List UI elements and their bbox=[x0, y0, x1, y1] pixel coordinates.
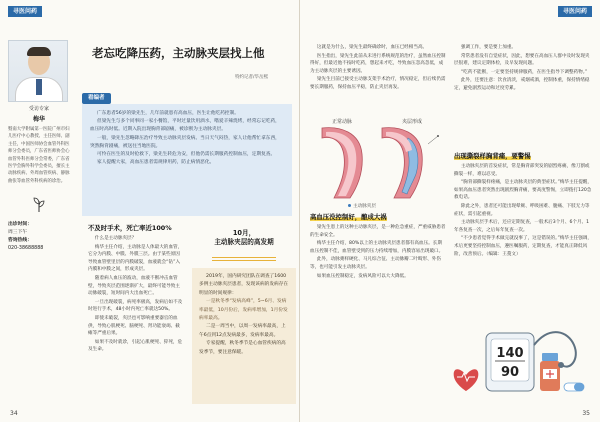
article-title: 老忘吃降压药，主动脉夹层找上他 bbox=[92, 46, 265, 60]
intro-paragraph: 但梁先生与多个同事同一家小餐馆，平时过量饮用酒水，嗜爱辛辣烧烤，经常忘记吃药，血压时高时低。近期入院出现胸背部剧痛，被诊断为主动脉夹层。 bbox=[90, 119, 280, 133]
clinic-label: 出诊时间： bbox=[8, 222, 32, 228]
plant-icon bbox=[31, 195, 47, 213]
body-paragraph: 即使未破裂，夹层也可影响重要器官的血供，导致心肌梗死、脑梗死、肾功能衰竭、截瘫等严重后果。 bbox=[88, 315, 180, 337]
bp-monitor bbox=[486, 333, 534, 391]
body-paragraph: “吃药不能断，一定要坚持规律服药，在医生指导下调整药物。” bbox=[460, 69, 588, 75]
right-page bbox=[300, 0, 600, 422]
editor-label: 看编者 bbox=[82, 93, 111, 104]
body-paragraph: 主动脉夹层手术后，还应定期复查，一般术后3个月、6个月、1年各复查一次，之后每年复查一次。 bbox=[454, 220, 590, 233]
sidebar-box bbox=[192, 268, 296, 404]
body-paragraph: 医生指出，梁先生此前从未进行系统规范的治疗，虽然血压控制得好，但最近他不按时吃药，想起来才吃，导致血压忽高忽低，成为主动脉夹层的主要诱因。 bbox=[310, 53, 446, 74]
expert-sidebar bbox=[8, 40, 70, 410]
box-paragraph: 2019年，国内研究团队在调查了1600多例主动脉夹层患者，发现该病的发病存在明显的时间规律： bbox=[199, 274, 289, 296]
box-rule bbox=[212, 260, 276, 261]
clinic-time: 周三下午 bbox=[8, 230, 28, 236]
body-paragraph: 此外，还要注意：饮食清淡，戒烟戒酒，控制体重，保持情绪稳定，避免剧烈运动和过度劳累。 bbox=[454, 78, 590, 91]
box-heading-line2: 主动脉夹层的高发期 bbox=[214, 238, 274, 246]
blood-pressure-illustration bbox=[450, 305, 598, 415]
phone-label: 咨询热线： bbox=[8, 238, 32, 244]
pill-icon bbox=[564, 383, 584, 391]
diastolic-reading: 90 bbox=[500, 365, 520, 380]
normal-artery-shape bbox=[322, 128, 362, 198]
caption-bullet-icon bbox=[348, 204, 351, 207]
dissected-artery-shape bbox=[382, 128, 422, 198]
intro-paragraph: 广东患者56岁的梁先生，几年前就患有高血压，医生让他吃药控制。 bbox=[97, 111, 239, 116]
section3-heading bbox=[454, 152, 592, 161]
body-paragraph: 梅华主任介绍，主动脉是人体最大的血管，它分为内膜、中膜、外膜三层。由于某些原因导致血管壁里层的内膜破裂，血液就会“钻”入内膜和中膜之间，形成夹层。 bbox=[88, 244, 183, 273]
body-paragraph: 强调工作，要是要上加重。 bbox=[460, 45, 517, 50]
editor-intro bbox=[82, 104, 292, 216]
section2-heading-text: 高血压没控制好，酿成大祸 bbox=[310, 213, 387, 221]
box-paragraph: 二是一周当中，以周一发病率最高，上午6点到12点发病最多，发病率最高。 bbox=[199, 324, 286, 338]
expert-bio: 暨南大学附属第一医院广州市妇儿医疗中心教授、主任医师、副主任，中国医师协会血管外科医师分会委员，广东省医师协会心血管外科医师分会常委，广东省医学会胸外科学会委员，擅长主动脉疾病、外周血管疾病、静脉曲张等血管外科疾病的诊治。 bbox=[8, 127, 70, 184]
body-paragraph: 如果不及时就诊，引起心肌梗死、猝死，危及生命。 bbox=[88, 339, 183, 353]
right-col1-top bbox=[310, 44, 446, 108]
label-normal-artery: 正常动脉 bbox=[332, 119, 353, 125]
heart-icon bbox=[454, 369, 479, 391]
body-paragraph: 这就是为什么，梁先生最终确诊时，血压已经相当高。 bbox=[316, 45, 428, 50]
systolic-reading: 140 bbox=[496, 346, 524, 361]
body-paragraph: 常常患者没有自觉症状，因此，想要在高血压人群中及时发现夹层很难，建议定期体检，及早发现问题。 bbox=[454, 53, 590, 67]
pill-bottle-icon bbox=[540, 353, 560, 391]
section1-column bbox=[88, 222, 184, 412]
body-paragraph: 梅华主任介绍，80%以上的主动脉夹层患者都有高血压。长期血压控制不佳，血管壁受到的压力持续增加，内膜容易出现破口。 bbox=[310, 241, 444, 254]
right-col2-top bbox=[454, 44, 592, 148]
box-paragraph: 一是秋冬季“发病高峰”，5~6月、发病率最低，10月份后，发病率增加，1月份发病率最高。 bbox=[199, 299, 288, 322]
body-paragraph: 主动脉夹层的首发症状，常是胸背部突发的剧烈疼痛，像刀割或撕裂一样，难以忍受。 bbox=[454, 164, 590, 177]
expert-photo bbox=[8, 40, 68, 102]
body-paragraph: 梁先生患上的这种主动脉夹层，是一种危急重症，严重威胁患者的生命安全。 bbox=[310, 225, 446, 238]
section-tag: 寻医问药 bbox=[8, 6, 42, 17]
figure-caption-text: 主动脉夹层 bbox=[353, 204, 376, 209]
body-paragraph: “胸背部撕裂样疼痛，是主动脉夹层的典型症状。”梅华主任提醒，如果高血压患者突然出现剧烈胸背痛，要高度警惕，立即拨打120急救电话。 bbox=[454, 180, 592, 201]
page-number: 34 bbox=[10, 410, 18, 417]
section-tag: 寻医问药 bbox=[558, 6, 592, 17]
body-paragraph: 一旦出现破裂，病死率极高，发病后如不及时进行手术，48小时内死亡率就达50%。 bbox=[88, 299, 183, 313]
body-paragraph: 梁先生目前已接受主动脉支架手术治疗，情况稳定，但后续仍需要长期服药，保持血压平稳，防止夹层再发。 bbox=[310, 77, 446, 90]
body-paragraph: 如果血压控制稳定，发病风险可以大大降低。 bbox=[316, 273, 409, 279]
figure-caption bbox=[348, 203, 376, 209]
body-paragraph: “不少患者觉得手术做完就没事了，这是错误的。”梅华主任强调，术后更要坚持控制血压，遵医嘱服药，定期复查，才能真正降低风险，改善预后。（编辑：王蔓文） bbox=[454, 236, 592, 257]
body-paragraph: 此外，动脉粥样硬化、马凡综合征、主动脉瓣二叶畸形、外伤等，也可能引发主动脉夹层。 bbox=[310, 257, 441, 270]
body-paragraph: 除此之外，患者还可能出现晕厥、呼吸困难、腹痛、下肢无力等症状，需引起重视。 bbox=[454, 203, 590, 217]
intro-paragraph: 家人提醒大家，高血压患者需规律用药，防止病情恶化。 bbox=[97, 160, 215, 166]
expert-name: 梅华 bbox=[32, 116, 45, 123]
right-col2-bottom bbox=[454, 150, 592, 302]
phone-number: 020-38688888 bbox=[8, 246, 44, 252]
box-rule bbox=[212, 257, 276, 258]
section1-heading: 不及时手术，死亡率近100% bbox=[88, 224, 172, 232]
section2-heading bbox=[310, 213, 446, 222]
body-paragraph: 什么是主动脉夹层？ bbox=[94, 236, 137, 241]
byline: 特约记者/毕岳熙 bbox=[235, 75, 269, 80]
artery-illustration bbox=[310, 114, 448, 200]
page-number: 35 bbox=[582, 410, 590, 417]
box-heading-line1: 10月， bbox=[232, 229, 256, 237]
clinic-info bbox=[8, 221, 70, 253]
intro-paragraph: 可怜在医生的及时抢救下，梁先生转危为安，但他仍需长期服药控制血压，定期复查。 bbox=[97, 152, 276, 158]
expert-role: 受访专家 bbox=[28, 106, 49, 112]
right-col1-bottom bbox=[310, 211, 446, 401]
body-paragraph: 随着病人血压的波动，血液不断冲击血管壁，导致夹层范围逐渐扩大，最终可能导致主动脉破裂，短时间内大出血死亡。 bbox=[88, 275, 180, 297]
box-paragraph: 专家提醒，秋冬季节是心血管疾病的高发季节，要注意保暖。 bbox=[199, 341, 286, 355]
box-heading bbox=[192, 229, 296, 247]
label-dissection: 夹层形成 bbox=[402, 119, 423, 125]
intro-paragraph: 一般，梁先生忽略降压治疗导致主动脉夹层发病。当日天气闷热，家人让他帮忙拿东西，突然胸背剧痛，被送往当地医院。 bbox=[90, 135, 280, 149]
section3-heading-text: 出现撕裂样胸背痛，要警惕 bbox=[454, 152, 531, 160]
